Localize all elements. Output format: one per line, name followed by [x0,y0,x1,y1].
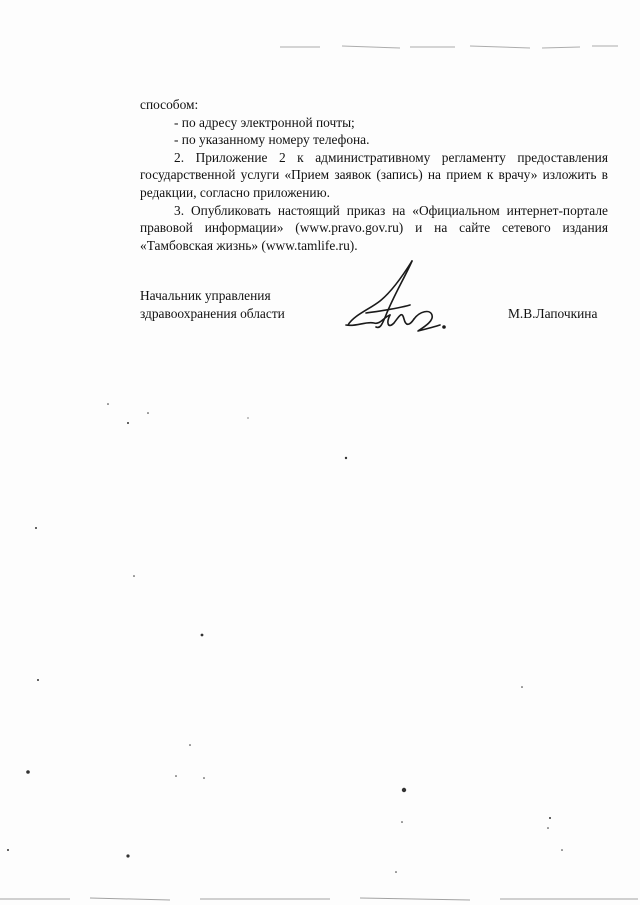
position-line-2: здравоохранения области [140,305,285,321]
document-body [140,96,608,254]
signatory-name: М.В.Лапочкина [508,306,598,321]
scan-edge-bottom [0,893,640,905]
text-line-method: способом: [140,97,199,112]
scan-edge-top [280,42,620,52]
paragraph-publish: 3. Опубликовать настоящий приказ на «Официальном интернет-портале правовой информации» (www.pravo.gov.ru) и на сайте сетевого издания «Тамбовская жизнь» (www.tamlife.ru). [140,202,608,253]
list-item-phone: - по указанному номеру телефона. [174,132,370,148]
handwritten-signature [340,255,450,340]
list-item-email: - по адресу электронной почты; [174,114,355,130]
position-line-1: Начальник управления [140,288,271,303]
paragraph-appendix: 2. Приложение 2 к административному регламенту предоставления государственной услуги «Прием заявок (запись) на прием к врачу» изложить в редакции, согласно приложению. [140,149,608,200]
signatory-position [140,287,285,322]
